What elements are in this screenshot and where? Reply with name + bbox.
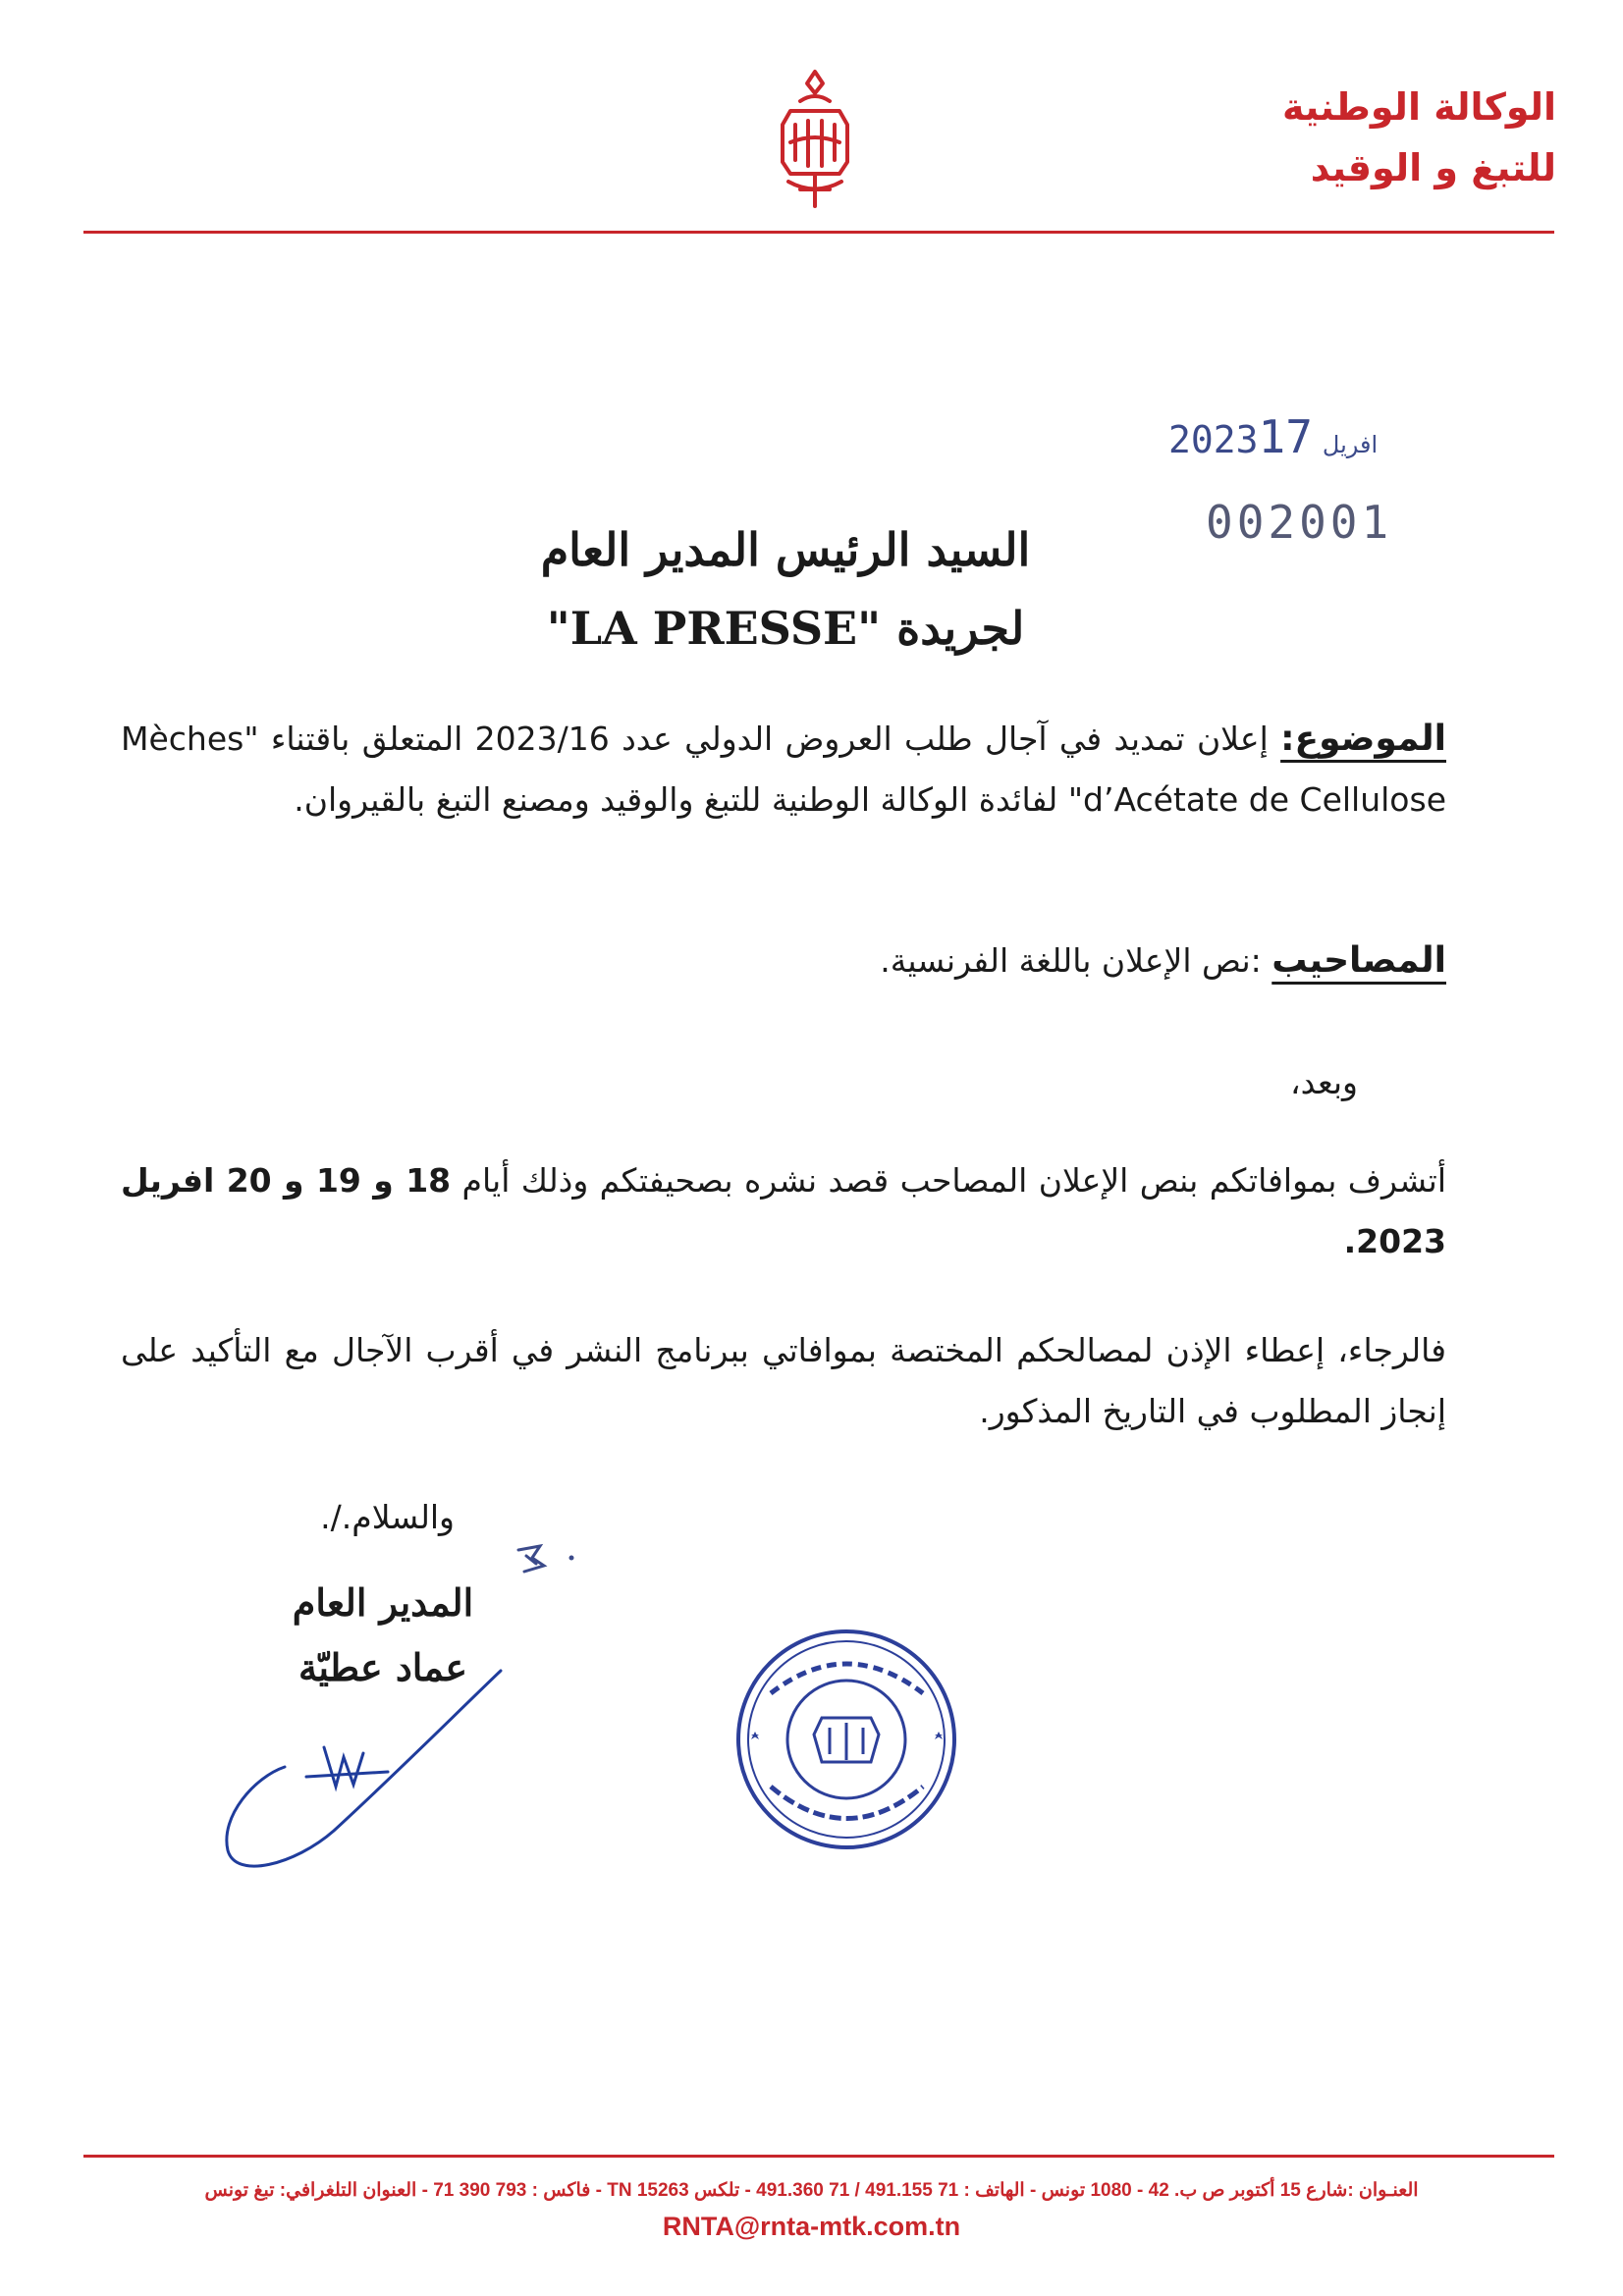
organization-name bbox=[1144, 77, 1556, 198]
date-stamp bbox=[1168, 410, 1424, 463]
publication-dates: 18 و 19 و 20 افريل 2023. bbox=[121, 1161, 1446, 1260]
official-round-seal-icon bbox=[731, 1625, 962, 1855]
initials-mark-icon bbox=[511, 1536, 589, 1595]
date-stamp-month: افريل bbox=[1322, 431, 1379, 458]
reference-number-stamp: 002001 bbox=[1206, 496, 1393, 549]
handwritten-signature-icon bbox=[216, 1659, 511, 1895]
signatory-name: عماد عطيّة bbox=[298, 1645, 468, 1689]
attachments-label: المصاحيب bbox=[1271, 940, 1446, 981]
organization-name-line1: الوكالة الوطنية bbox=[1281, 85, 1556, 129]
footer-divider bbox=[83, 2155, 1554, 2158]
addressee-line1: السيد الرئيس المدير العام bbox=[540, 523, 1031, 576]
subject-paragraph bbox=[121, 709, 1446, 830]
footer bbox=[59, 2174, 1564, 2245]
organization-name-line2: للتبغ و الوقيد bbox=[1310, 146, 1556, 189]
body-paragraph-1-text: أتشرف بموافاتكم بنص الإعلان المصاحب قصد نشره بصحيفتكم وذلك أيام bbox=[461, 1161, 1446, 1200]
greeting: وبعد، bbox=[1289, 1063, 1358, 1101]
footer-address: العنـوان :شارع 15 أكتوبر ص ب. 42 - 1080 تونس - الهاتف : 71 491.155 / 71 491.360 - تلكس TN 15263 - فاكس : 793 390 71 - العنوان التلغرافي: تبغ تونس bbox=[204, 2180, 1419, 2201]
addressee-block bbox=[471, 510, 1100, 667]
subject-text: إعلان تمديد في آجال طلب العروض الدولي عدد 2023/16 المتعلق باقتناء "Mèches d’Acétate de Cellulose" لفائدة الوكالة الوطنية للتبغ والوقيد ومصنع التبغ بالقيروان. bbox=[121, 720, 1446, 819]
date-stamp-day: 17 bbox=[1258, 410, 1313, 463]
attachments-text: :نص الإعلان باللغة الفرنسية. bbox=[880, 941, 1262, 980]
header-divider bbox=[83, 231, 1554, 234]
subject-label: الموضوع: bbox=[1280, 719, 1446, 759]
calligraphic-emblem-icon bbox=[761, 64, 869, 211]
signatory-title: المدير العام bbox=[292, 1580, 474, 1625]
footer-email: RNTA@rnta-mtk.com.tn bbox=[662, 2212, 961, 2241]
date-stamp-year: 2023 bbox=[1168, 418, 1259, 461]
attachments-paragraph bbox=[121, 931, 1446, 991]
addressee-line2: لجريدة "LA PRESSE" bbox=[546, 602, 1025, 655]
body-paragraph-2: فالرجاء، إعطاء الإذن لمصالحكم المختصة بموافاتي ببرنامج النشر في أقرب الآجال مع التأكيد على إنجاز المطلوب في التاريخ المذكور. bbox=[121, 1331, 1446, 1430]
closing-salutation: والسلام./. bbox=[320, 1498, 455, 1536]
body-paragraph-1 bbox=[121, 1150, 1446, 1272]
